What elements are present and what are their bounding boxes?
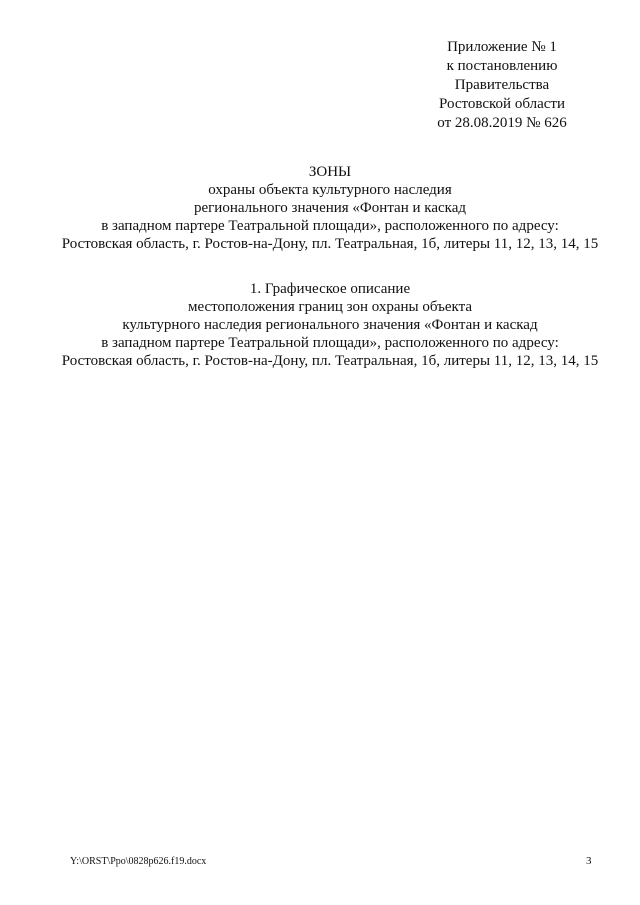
appendix-header bbox=[422, 38, 582, 133]
title-line-1: охраны объекта культурного наследия bbox=[208, 182, 452, 198]
appendix-line-4: Ростовской области bbox=[439, 96, 565, 112]
footer-file-path: Y:\ORST\Ppo\0828p626.f19.docx bbox=[70, 856, 207, 867]
footer-page-number: 3 bbox=[586, 855, 592, 867]
section-line-1: 1. Графическое описание bbox=[249, 281, 411, 297]
appendix-line-5: от 28.08.2019 № 626 bbox=[437, 115, 567, 131]
title-line-3: в западном партере Театральной площади», расположенного по адресу: bbox=[101, 218, 559, 234]
title-line-2: регионального значения «Фонтан и каскад bbox=[193, 200, 466, 216]
section-line-4: в западном партере Театральной площади», расположенного по адресу: bbox=[101, 335, 559, 351]
section-1-heading bbox=[40, 280, 620, 370]
title-heading: ЗОНЫ bbox=[308, 164, 352, 180]
title-line-4: Ростовская область, г. Ростов-на-Дону, пл. Театральная, 1б, литеры 11, 12, 13, 14, 15 bbox=[61, 236, 599, 252]
section-line-5: Ростовская область, г. Ростов-на-Дону, пл. Театральная, 1б, литеры 11, 12, 13, 14, 15 bbox=[61, 353, 599, 369]
document-title bbox=[40, 163, 620, 253]
section-line-3: культурного наследия регионального значения «Фонтан и каскад bbox=[122, 317, 538, 333]
appendix-line-3: Правительства bbox=[454, 77, 550, 93]
appendix-line-1: Приложение № 1 bbox=[447, 39, 557, 55]
section-line-2: местоположения границ зон охраны объекта bbox=[187, 299, 473, 315]
appendix-line-2: к постановлению bbox=[446, 58, 558, 74]
